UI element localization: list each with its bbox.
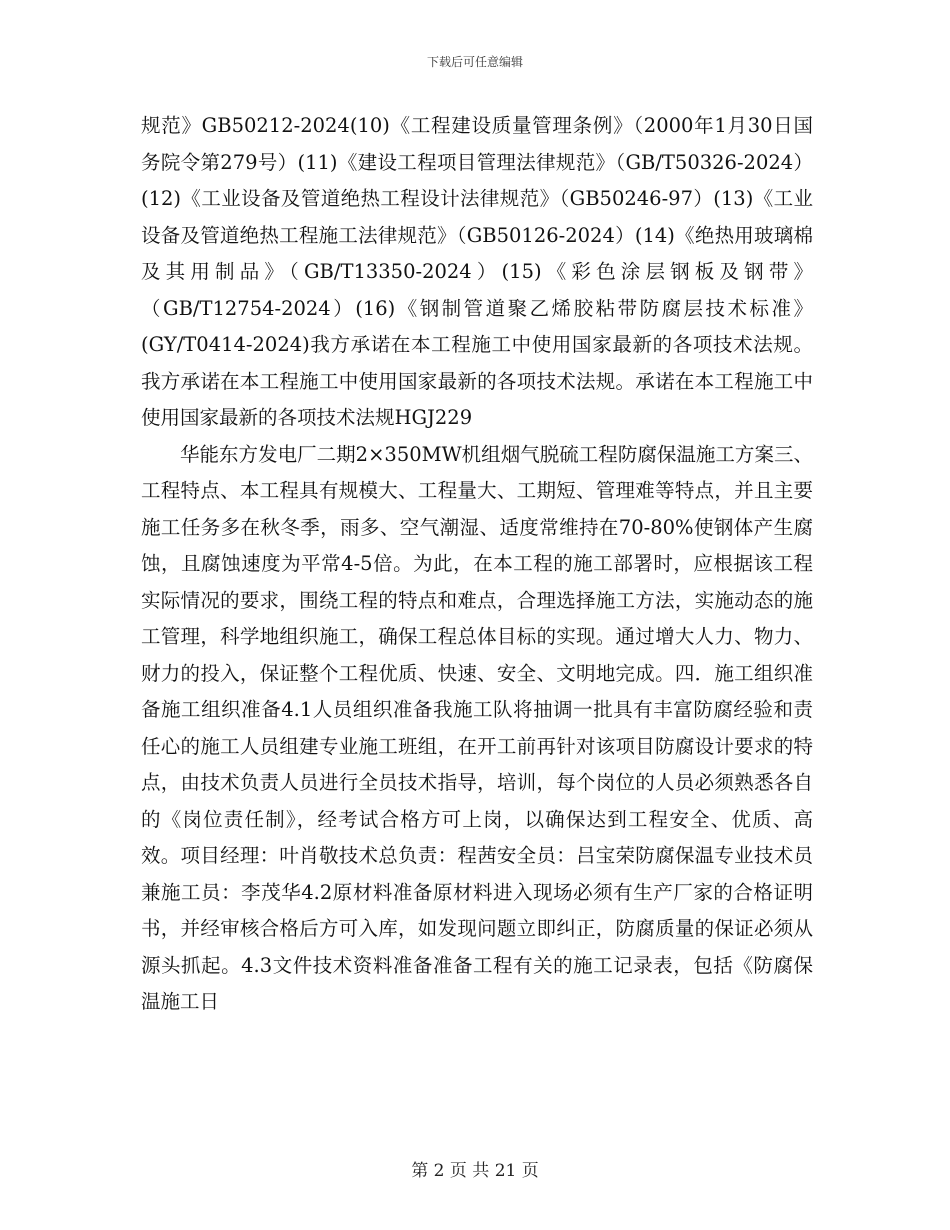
paragraph-project-features: 华能东方发电厂二期2×350MW机组烟气脱硫工程防腐保温施工方案三、工程特点、本工程具有规模大、工程量大、工期短、管理难等特点，并且主要施工任务多在秋冬季，雨多、空气潮湿、适度常维持在70-80%使钢体产生腐蚀，且腐蚀速度为平常4-5倍。为此，在本工程的施工部署时，应根据该工程实际情况的要求，围绕工程的特点和难点，合理选择施工方法，实施动态的施工管理，科学地组织施工，确保工程总体目标的实现。通过增大人力、物力、财力的投入，保证整个工程优质、快速、安全、文明地完成。四．施工组织准备施工组织准备4.1人员组织准备我施工队将抽调一批具有丰富防腐经验和责任心的施工人员组建专业施工班组，在开工前再针对该项目防腐设计要求的特点，由技术负责人员进行全员技术指导，培训，每个岗位的人员必须熟悉各自的《岗位责任制》，经考试合格方可上岗，以确保达到工程安全、优质、高效。项目经理：叶肖敬技术总负责：程茜安全员：吕宝荣防腐保温专业技术员兼施工员：李茂华4.2原材料准备原材料进入现场必须有生产厂家的合格证明书，并经审核合格后方可入库，如发现问题立即纠正，防腐质量的保证必须从源头抓起。4.3文件技术资料准备准备工程有关的施工记录表，包括《防腐保温施工日 <box>141 442 813 1013</box>
page-header: 下载后可任意编辑 <box>426 55 523 69</box>
document-body <box>141 108 813 1021</box>
paragraph-regulations: 规范》GB50212-2024(10)《工程建设质量管理条例》（2000年1月30日国务院令第279号）(11)《建设工程项目管理法律规范》（GB/T50326-2024）(12)《工业设备及管道绝热工程设计法律规范》（GB50246-97）(13)《工业设备及管道绝热工程施工法律规范》（GB50126-2024）(14)《绝热用玻璃棉及其用制品》（GB/T13350-2024）(15)《彩色涂层钢板及钢带》（GB/T12754-2024）(16)《钢制管道聚乙烯胶粘带防腐层技术标准》(GY/T0414-2024)我方承诺在本工程施工中使用国家最新的各项技术法规。我方承诺在本工程施工中使用国家最新的各项技术法规。承诺在本工程施工中使用国家最新的各项技术法规HGJ229 <box>141 114 813 429</box>
page-footer: 第 2 页 共 21 页 <box>411 1161 539 1181</box>
